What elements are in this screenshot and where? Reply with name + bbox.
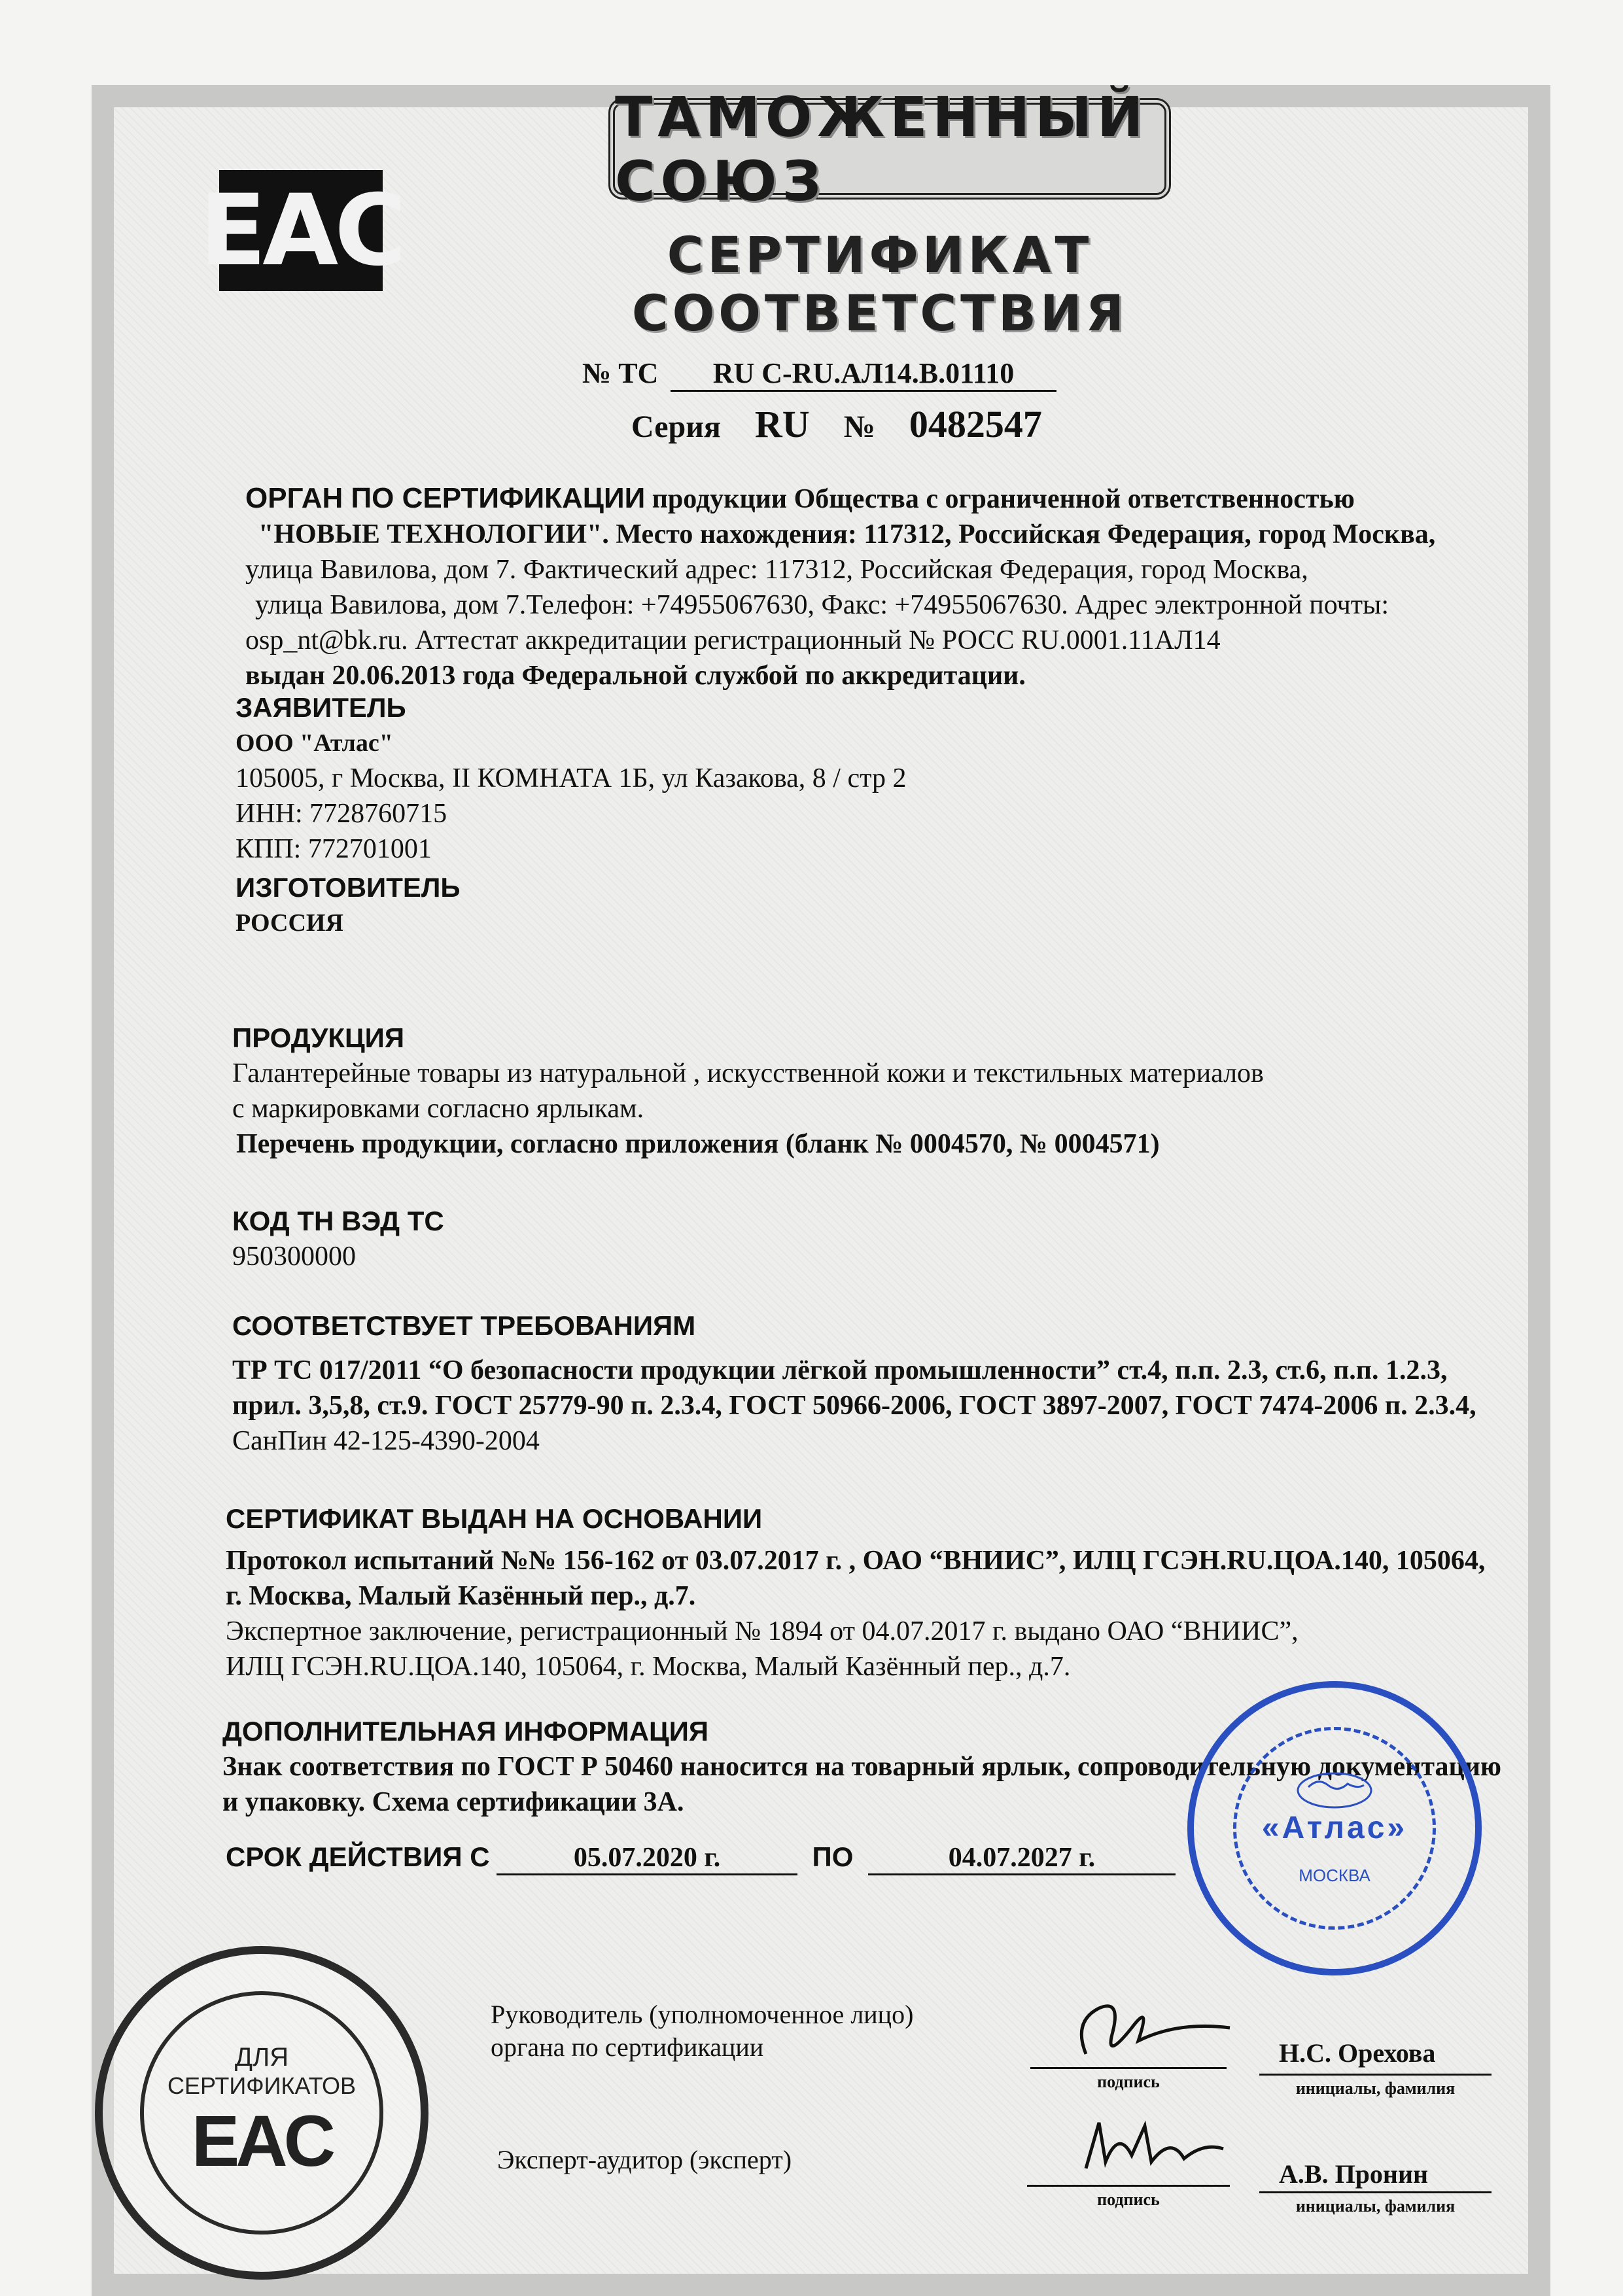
expert-signature-line — [1027, 2185, 1230, 2187]
validity-row — [226, 1841, 1176, 1875]
head-name: Н.С. Орехова — [1279, 2038, 1436, 2068]
basis-block — [226, 1501, 1567, 1684]
basis-line3: Экспертное заключение, регистрационный № 1894 от 04.07.2017 г. выдано ОАО “ВНИИС”, — [226, 1616, 1299, 1646]
certificate-title: СЕРТИФИКАТ СООТВЕТСТВИЯ — [631, 226, 1128, 342]
product-line2: с маркировками согласно ярлыкам. — [232, 1094, 644, 1124]
additional-heading: ДОПОЛНИТЕЛЬНАЯ ИНФОРМАЦИЯ — [222, 1716, 709, 1747]
head-signature-line — [1030, 2067, 1227, 2069]
additional-line1: Знак соответствия по ГОСТ Р 50460 наносится на товарный ярлык, сопроводительную документацию — [222, 1752, 1501, 1782]
certificate-number — [582, 357, 1056, 392]
basis-line1: Протокол испытаний №№ 156-162 от 03.07.2017 г. , ОАО “ВНИИС”, ИЛЦ ГСЭН.RU.ЦОА.140, 105064, — [226, 1546, 1486, 1576]
applicant-heading: ЗАЯВИТЕЛЬ — [236, 692, 406, 723]
head-label-2: органа по сертификации — [491, 2032, 764, 2062]
stamp-right-center: «Атлас» — [1261, 1811, 1408, 1845]
applicant-name: ООО "Атлас" — [236, 729, 393, 757]
stamp-inner-ring — [140, 1991, 383, 2235]
basis-line2: г. Москва, Малый Казённый пер., д.7. — [226, 1581, 696, 1611]
stamp-right-ring — [1233, 1727, 1436, 1930]
product-block — [232, 1020, 1475, 1162]
number-label: № ТС — [582, 357, 659, 389]
code-block — [232, 1204, 444, 1274]
series-row — [631, 402, 1068, 446]
stamp-left-logo: EAC — [191, 2101, 332, 2182]
applicant-block — [236, 690, 1413, 867]
head-name-line — [1259, 2074, 1492, 2076]
validity-to-label: ПО — [812, 1841, 854, 1872]
expert-signature — [1073, 2110, 1243, 2182]
stamp-left-line1: ДЛЯ — [234, 2043, 289, 2072]
code-heading: КОД ТН ВЭД ТС — [232, 1206, 444, 1236]
cert-body-line4: улица Вавилова, дом 7.Телефон: +74955067630, Факс: +74955067630. Адрес электронной почты: — [255, 590, 1389, 620]
code-value: 950300000 — [232, 1242, 356, 1272]
expert-signature-caption: подпись — [1097, 2190, 1160, 2209]
eac-logo: EAC — [219, 170, 383, 291]
cert-body-line3: улица Вавилова, дом 7. Фактический адрес: 117312, Российская Федерация, город Москва, — [245, 555, 1308, 585]
requirements-line1: ТР ТС 017/2011 “О безопасности продукции лёгкой промышленности” ст.4, п.п. 2.3, ст.6, п.п. 1.2.3, — [232, 1355, 1448, 1385]
manufacturer-block — [236, 870, 461, 941]
series-label: Серия — [631, 409, 721, 444]
cert-body-heading: ОРГАН ПО СЕРТИФИКАЦИИ — [245, 482, 646, 514]
series-no-sign: № — [843, 409, 875, 444]
head-initials-caption: инициалы, фамилия — [1295, 2079, 1456, 2098]
head-signatory-label — [491, 1998, 913, 2064]
head-signature-caption: подпись — [1097, 2072, 1160, 2091]
validity-from-date: 05.07.2020 г. — [497, 1842, 797, 1875]
product-line1: Галантерейные товары из натуральной , искусственной кожи и текстильных материалов — [232, 1058, 1264, 1088]
applicant-kpp: КПП: 772701001 — [236, 834, 432, 864]
requirements-line2: прил. 3,5,8, ст.9. ГОСТ 25779-90 п. 2.3.4, ГОСТ 50966-2006, ГОСТ 3897-2007, ГОСТ 7474-2006 п. 2.3.4, — [232, 1391, 1476, 1421]
cert-body-line2: "НОВЫЕ ТЕХНОЛОГИИ". Место нахождения: 117312, Российская Федерация, город Москва, — [258, 519, 1436, 549]
validity-to-date: 04.07.2027 г. — [868, 1842, 1176, 1875]
globe-icon — [1295, 1771, 1374, 1810]
head-label-1: Руководитель (уполномоченное лицо) — [491, 2000, 914, 2029]
head-signature — [1060, 1982, 1256, 2074]
series-code: RU — [754, 403, 810, 445]
number-value: RU C-RU.АЛ14.В.01110 — [671, 357, 1056, 392]
manufacturer-country: РОССИЯ — [236, 909, 343, 937]
series-number: 0482547 — [909, 403, 1042, 445]
requirements-heading: СООТВЕТСТВУЕТ ТРЕБОВАНИЯМ — [232, 1310, 696, 1341]
expert-name: А.В. Пронин — [1279, 2159, 1429, 2189]
cert-body-line6: выдан 20.06.2013 года Федеральной службой по аккредитации. — [245, 661, 1026, 691]
stamp-right-bottom: МОСКВА — [1299, 1866, 1370, 1885]
cert-body-line5: osp_nt@bk.ru. Аттестат аккредитации регистрационный № РОСС RU.0001.11АЛ14 — [245, 625, 1221, 655]
cert-body-line1: продукции Общества с ограниченной ответственностью — [652, 484, 1355, 514]
expert-name-line — [1259, 2191, 1492, 2193]
applicant-company-stamp — [1187, 1681, 1482, 1975]
requirements-block — [232, 1308, 1541, 1459]
manufacturer-heading: ИЗГОТОВИТЕЛЬ — [236, 872, 461, 903]
requirements-line3: СанПин 42-125-4390-2004 — [232, 1426, 540, 1456]
customs-union-banner: ТАМОЖЕННЫЙ СОЮЗ — [608, 98, 1171, 200]
product-heading: ПРОДУКЦИЯ — [232, 1022, 405, 1053]
validity-from-label: СРОК ДЕЙСТВИЯ С — [226, 1841, 490, 1872]
certification-body-block — [245, 481, 1488, 693]
applicant-inn: ИНН: 7728760715 — [236, 799, 447, 829]
basis-heading: СЕРТИФИКАТ ВЫДАН НА ОСНОВАНИИ — [226, 1503, 763, 1534]
basis-line4: ИЛЦ ГСЭН.RU.ЦОА.140, 105064, г. Москва, Малый Казённый пер., д.7. — [226, 1652, 1071, 1682]
additional-line2: и упаковку. Схема сертификации 3А. — [222, 1787, 684, 1817]
certification-body-stamp — [95, 1946, 428, 2280]
expert-initials-caption: инициалы, фамилия — [1295, 2197, 1456, 2216]
product-line3: Перечень продукции, согласно приложения (бланк № 0004570, № 0004571) — [236, 1129, 1160, 1159]
applicant-address: 105005, г Москва, II КОМНАТА 1Б, ул Казакова, 8 / стр 2 — [236, 763, 907, 793]
stamp-left-line2: СЕРТИФИКАТОВ — [167, 2072, 357, 2099]
expert-label: Эксперт-аудитор (эксперт) — [497, 2145, 792, 2174]
